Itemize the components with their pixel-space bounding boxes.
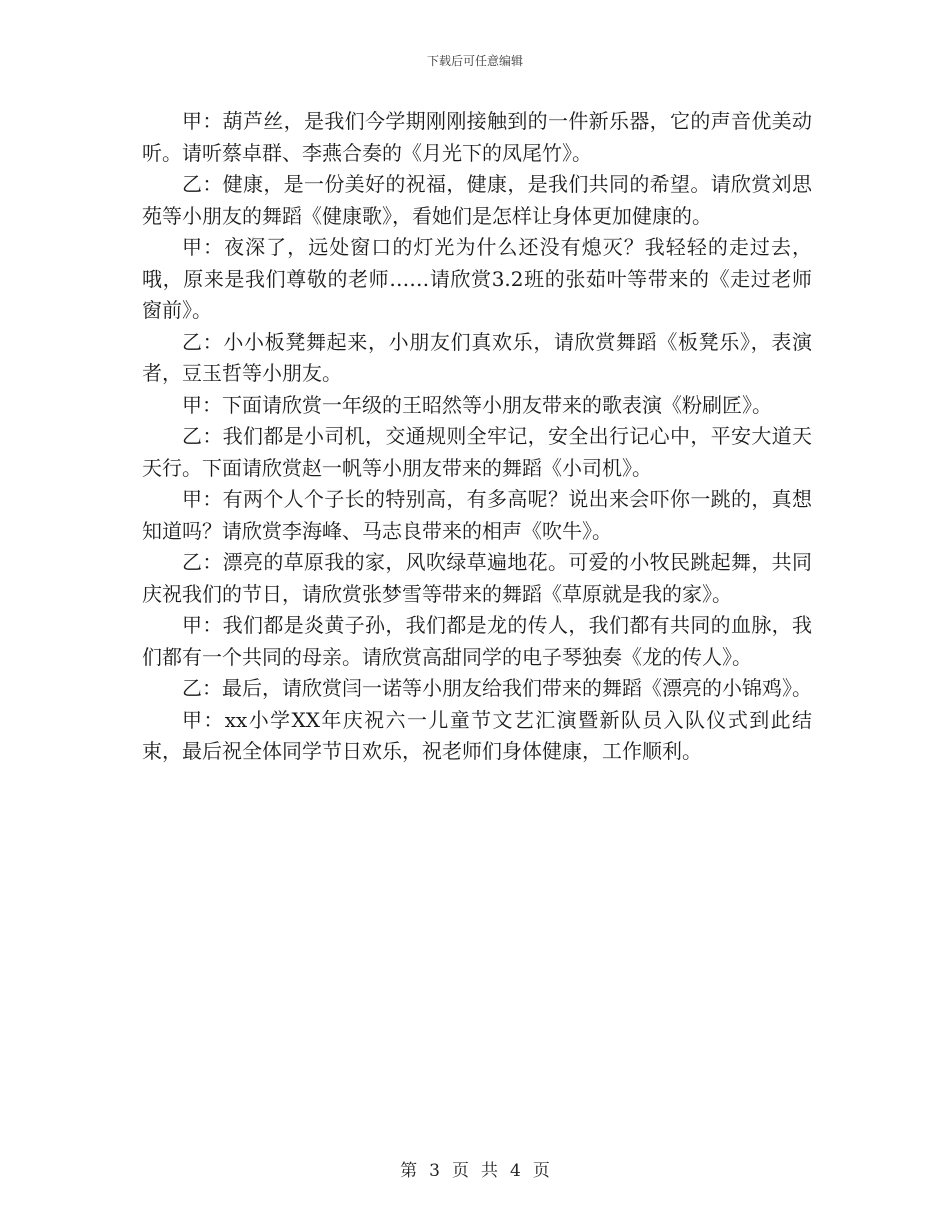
paragraph: 甲：我们都是炎黄子孙，我们都是龙的传人，我们都有共同的血脉，我们都有一个共同的母亲。请欣赏高甜同学的电子琴独奏《龙的传人》。 — [142, 613, 812, 669]
paragraph: 乙：最后，请欣赏闫一诺等小朋友给我们带来的舞蹈《漂亮的小锦鸡》。 — [182, 676, 812, 700]
footer-total-unit: 页 — [532, 1161, 550, 1181]
paragraph: 乙：健康，是一份美好的祝福，健康，是我们共同的希望。请欣赏刘思苑等小朋友的舞蹈《健康歌》，看她们是怎样让身体更加健康的。 — [142, 172, 812, 228]
page-footer — [0, 1156, 950, 1181]
footer-total-prefix: 共 — [481, 1161, 498, 1181]
paragraph: 乙：我们都是小司机，交通规则全牢记，安全出行记心中，平安大道天天行。下面请欣赏赵一帆等小朋友带来的舞蹈《小司机》。 — [142, 424, 812, 480]
total-page-count: 4 — [510, 1161, 521, 1181]
paragraph: 甲：夜深了，远处窗口的灯光为什么还没有熄灭？我轻轻的走过去，哦，原来是我们尊敬的老师……请欣赏3.2班的张茹叶等带来的《走过老师窗前》。 — [142, 235, 812, 322]
footer-prefix: 第 — [400, 1161, 418, 1181]
paragraph: 甲：葫芦丝，是我们今学期刚刚接触到的一件新乐器，它的声音优美动听。请听蔡卓群、李燕合奏的《月光下的凤尾竹》。 — [142, 109, 812, 165]
document-body — [142, 106, 812, 768]
footer-page-unit: 页 — [452, 1161, 469, 1181]
paragraph: 乙：小小板凳舞起来，小朋友们真欢乐，请欣赏舞蹈《板凳乐》，表演者，豆玉哲等小朋友。 — [142, 329, 812, 385]
paragraph: 甲：有两个人个子长的特别高，有多高呢？说出来会吓你一跳的，真想知道吗？请欣赏李海峰、马志良带来的相声《吹牛》。 — [142, 487, 812, 543]
paragraph: 甲：xx小学XX年庆祝六一儿童节文艺汇演暨新队员入队仪式到此结束，最后祝全体同学节日欢乐，祝老师们身体健康，工作顺利。 — [142, 707, 812, 763]
current-page-number: 3 — [429, 1161, 440, 1181]
page-header: 下载后可任意编辑 — [426, 54, 523, 68]
paragraph: 甲：下面请欣赏一年级的王昭然等小朋友带来的歌表演《粉刷匠》。 — [182, 392, 772, 417]
paragraph: 乙：漂亮的草原我的家，风吹绿草遍地花。可爱的小牧民跳起舞，共同庆祝我们的节日，请欣赏张梦雪等带来的舞蹈《草原就是我的家》。 — [142, 550, 812, 606]
